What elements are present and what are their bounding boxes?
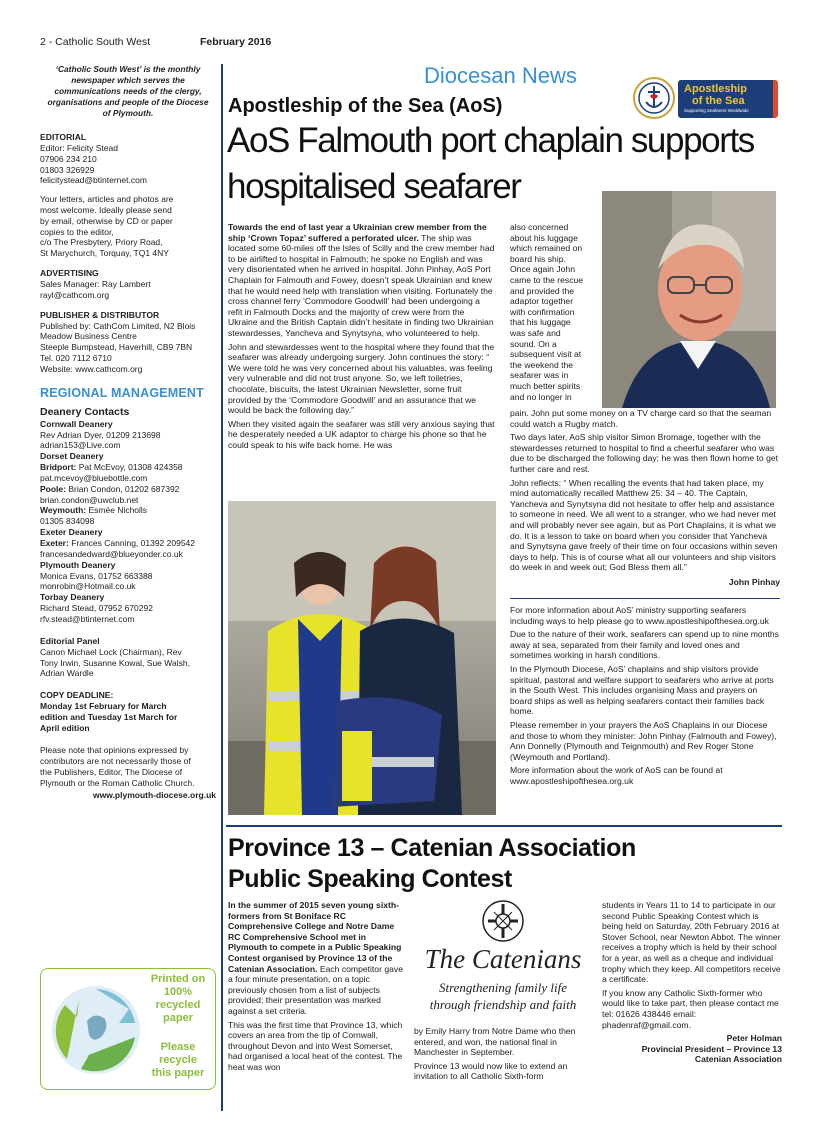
aos-narrow-line: board his ship. — [510, 253, 566, 264]
catenian-column-1 — [228, 900, 406, 1073]
catenian-paragraph: If you know any Catholic Sixth-former who would like to take part, then please contact me tel: 01626 438446 email: phadenraf@gmail.com. — [602, 987, 779, 1030]
aos-narrow-line: that his luggage — [510, 317, 571, 328]
catenian-paragraph — [228, 900, 406, 1017]
recycle-top-text — [141, 973, 215, 1025]
signature-name: Peter Holman — [726, 1033, 782, 1044]
catenians-logo — [414, 898, 592, 1020]
sidebar-intro: ‘Catholic South West’ is the monthly newspaper which serves the communications needs of the clergy, organisations and people of the Diocese of Plymouth. — [47, 64, 209, 118]
aos-paragraph: John reflects: “ When recalling the events that had taken place, my mind automatically recalled Matthew 25: 34 – 40. The Captain, Yancheva and Synytsyna did not hesitate to offer help and assistance to someone in need. We all went to a stranger, who we had never met and will probably never see again, but as Port Chaplains, it is what we do. It is a lesson to take on board when you consider that Yancheva and Synytsyna gave freely of their time on four occasions within seven days to help. This is of course what all our volunteers and ship visitors do week in and week out; God Bless them all.” — [510, 477, 778, 573]
diocese-website-link[interactable]: www.plymouth-diocese.org.uk — [93, 789, 216, 800]
catenians-title: The Catenians — [424, 944, 582, 974]
aos-narrow-line: the weekend the — [510, 359, 574, 370]
plymouth-deanery-heading: Plymouth Deanery — [40, 559, 116, 570]
signature-title: Provincial President – Province 13 — [641, 1043, 782, 1054]
recycle-badge — [40, 968, 216, 1090]
dorset-deanery-heading: Dorset Deanery — [40, 451, 104, 462]
publisher-line: Published by: CathCom Limited, N2 Blois — [40, 320, 196, 331]
advertising-heading: ADVERTISING — [40, 267, 99, 278]
aos-paragraph: pain. John put some money on a TV charge card so that the seaman could watch a Rugby match. — [510, 408, 772, 429]
deadline-line: edition and Tuesday 1st March for — [40, 711, 178, 722]
panel-line: Tony Irwin, Susanne Kowal, Sue Walsh, — [40, 657, 190, 668]
editor-email: felicitystead@btinternet.com — [40, 175, 147, 186]
catenian-headline-line1: Province 13 – Catenian Association — [228, 834, 636, 862]
aos-paragraph: More information about the work of AoS can be found at www.apostleshipofthesea.org.uk — [510, 765, 723, 786]
recycle-text-line: Please — [160, 1041, 196, 1053]
section-title: Diocesan News — [424, 63, 577, 88]
plymouth-email: monrobin@Hotmail.co.uk — [40, 581, 136, 592]
editorial-line: 07906 234 210 — [40, 153, 97, 164]
advertising-line: Sales Manager: Ray Lambert — [40, 278, 151, 289]
aos-paragraph — [228, 222, 496, 339]
aos-lead: Towards the end of last year a Ukrainian crew member from the ship ‘Crown Topaz’ suffered a perforated ulcer. — [228, 222, 487, 243]
chaplain-photo-illustration — [602, 191, 776, 408]
aos-narrow-line: subsequent visit at — [510, 349, 582, 360]
recycle-text-line: this paper — [151, 1067, 205, 1079]
aos-narrow-line: came to the rescue — [510, 274, 584, 285]
torbay-contact: Richard Stead, 07952 670292 — [40, 603, 153, 614]
disclaimer-line: Plymouth or the Roman Catholic Church. — [40, 777, 195, 788]
recycle-bottom-text — [141, 1041, 215, 1080]
poole-label: Poole: — [40, 483, 66, 494]
disclaimer-line: the Publishers, Editor, The Diocese of — [40, 767, 183, 778]
deadline-line: Monday 1st February for March — [40, 701, 167, 712]
header-publication: 2 - Catholic South West — [40, 36, 151, 48]
aos-logo-tagline: Supporting Seafarers Worldwide — [684, 108, 749, 113]
stewardesses-photo-illustration — [228, 501, 496, 815]
disclaimer-line: contributors are not necessarily those of — [40, 756, 191, 767]
aos-narrow-line: was safe and — [510, 327, 561, 338]
aos-narrow-line: about his luggage — [510, 232, 578, 243]
aos-narrow-line: and no longer in — [510, 391, 572, 402]
letters-line: St Marychurch, Torquay, TQ1 4NY — [40, 248, 169, 259]
letters-line: Your letters, articles and photos are — [40, 194, 174, 205]
panel-line: Canon Michael Lock (Chairman), Rev — [40, 646, 182, 657]
catenian-paragraph: This was the first time that Province 13, which covers an area from the tip of Cornwall, throughout Devon and into West Somerset, had organised a local heat of the contest. The heat was won — [228, 1019, 403, 1072]
aos-narrow-line: which remained on — [510, 243, 583, 254]
masthead-sidebar — [40, 64, 216, 800]
poole-value: Brian Condon, 01202 687392 — [65, 483, 180, 494]
aos-logo-line1: Apostleship — [684, 83, 747, 95]
letters-line: c/o The Presbytery, Priory Road, — [40, 237, 163, 248]
publisher-heading: PUBLISHER & DISTRIBUTOR — [40, 309, 160, 320]
catenian-crest-icon — [480, 898, 526, 944]
aos-column-2 — [510, 408, 780, 787]
plymouth-contact: Monica Evans, 01752 663388 — [40, 570, 153, 581]
page-header — [40, 36, 600, 50]
stewardesses-photo — [228, 501, 496, 815]
publisher-line: Steeple Bumpstead, Haverhill, CB9 7BN — [40, 342, 193, 353]
aos-narrow-line: adaptor together — [510, 296, 574, 307]
recycle-text-line: recycle — [159, 1054, 197, 1066]
disclaimer-line: Please note that opinions expressed by — [40, 745, 189, 756]
aos-logo-panel — [678, 80, 778, 118]
catenian-column-3 — [602, 900, 782, 1065]
catenian-paragraph: Province 13 would now like to extend an invitation to all Catholic Sixth-form — [414, 1060, 568, 1082]
cornwall-contact: Rev Adrian Dyer, 01209 213698 — [40, 429, 161, 440]
cornwall-email: adrian153@Live.com — [40, 440, 121, 451]
aos-narrow-line: Once again John — [510, 264, 575, 275]
aos-paragraph: Two days later, AoS ship visitor Simon Bromage, together with the stewardesses returned to hospital to find a cheerful seafarer who was due to be discharged the following day; he was then flown home to get further care and rest. — [510, 432, 779, 474]
catenian-body: Each competitor gave a four minute presentation, on a topic previously chosen from a list of subjects provided; their presentation was marked against a set criteria. — [228, 963, 403, 1016]
recycle-text-line: recycled — [155, 999, 201, 1011]
bridport-value: Pat McEvoy, 01308 424358 — [76, 462, 183, 473]
weymouth-value: Esmée Nicholls — [86, 505, 148, 516]
exeter-contact — [40, 538, 216, 549]
editorial-panel-heading: Editorial Panel — [40, 635, 100, 646]
catenian-column-2 — [414, 1026, 594, 1082]
header-date: February 2016 — [200, 36, 272, 48]
torbay-deanery-heading: Torbay Deanery — [40, 592, 105, 603]
poole-contact — [40, 484, 216, 495]
aos-logo-line2: of the Sea — [692, 95, 745, 107]
aos-body: The ship was located some 60-miles off the Isles of Scilly and the crew member had to be airlifted to hospital in Falmouth; he spoke no English and was very disorientated when he arrived in hospital. John Pinhay, AoS Port Chaplain for Falmouth and Fowey, doesn’t speak Ukrainian and knew that he would need help with translation when visiting. Fortunately the cross channel ferry ‘Commodore Goodwill’ had been undergoing a refit in Falmouth Docks and the majority of crew were from the Ukraine and the British Captain didn’t hesitate in finding two Ukrainian stewardesses, Yancheva and Synytsyna, who volunteered to help. — [228, 232, 495, 338]
recycle-globe-icon — [47, 981, 145, 1079]
catenian-paragraph: by Emily Harry from Notre Dame who then entered, and won, the national final in Manchester in September. — [414, 1026, 576, 1058]
aos-headline-line1: AoS Falmouth port chaplain supports — [227, 121, 754, 160]
recycle-text-line: 100% — [163, 986, 193, 998]
deadline-heading: COPY DEADLINE: — [40, 690, 114, 701]
bridport-email: pat.mcevoy@bluebottle.com — [40, 472, 148, 483]
catenian-lead: In the summer of 2015 seven young sixth-formers from St Boniface RC Comprehensive College and Notre Dame RC Comprehensive School met in Plymouth to compete in a Public Speaking Contest organised by Province 13 of the Catenian Association. — [228, 900, 402, 974]
aos-paragraph: Due to the nature of their work, seafarers can spend up to nine months away at sea, separated from their family and loved ones and sometimes working in harsh conditions. — [510, 629, 779, 661]
signature-org: Catenian Association — [694, 1054, 782, 1065]
weymouth-label: Weymouth: — [40, 505, 87, 516]
letters-line: by email, otherwise by CD or paper — [40, 215, 173, 226]
aos-info-divider — [510, 598, 780, 600]
aos-paragraph: When they visited again the seafarer was still very anxious saying that he desperately needed a UK adaptor to charge his phone so that he could speak to his wife back home. He was — [228, 418, 495, 450]
aos-column-1 — [228, 222, 496, 450]
regional-heading: REGIONAL MANAGEMENT — [40, 385, 204, 400]
aos-narrow-line: also concerned — [510, 222, 569, 232]
publisher-website: Website: www.cathcom.org — [40, 363, 143, 374]
deadline-line: April edition — [40, 722, 90, 733]
anchor-emblem-icon — [632, 76, 676, 120]
aos-column-2-narrow — [510, 222, 600, 402]
chaplain-photo — [602, 191, 776, 408]
editorial-heading: EDITORIAL — [40, 132, 87, 142]
publisher-line: Tel. 020 7112 6710 — [40, 352, 112, 363]
aos-headline-line2: hospitalised seafarer — [227, 167, 521, 206]
exeter-value: Frances Canning, 01392 209542 — [68, 537, 196, 548]
column-divider — [221, 64, 223, 1111]
letters-line: most welcome. Ideally please send — [40, 204, 172, 215]
aos-narrow-line: much better spirits — [510, 380, 581, 391]
deanery-heading: Deanery Contacts — [40, 405, 130, 418]
aos-narrow-line: seafarer was in — [510, 370, 569, 381]
cornwall-deanery-heading: Cornwall Deanery — [40, 418, 113, 429]
bridport-label: Bridport: — [40, 462, 77, 473]
letters-line: copies to the editor, — [40, 226, 114, 237]
aos-paragraph: Please remember in your prayers the AoS Chaplains in our Diocese and those to whom they minister: John Pinhay (Falmouth and Fowey), Ann Donnelly (Plymouth and Teignmouth) and Rev Roger Stone (Weymouth and Portland). — [510, 719, 777, 762]
aos-narrow-line: and provided the — [510, 285, 575, 296]
exeter-label: Exeter: — [40, 537, 69, 548]
poole-email: brian.condon@uwclub.net — [40, 494, 139, 505]
aos-narrow-line: sound. On a — [510, 338, 557, 349]
aos-kicker: Apostleship of the Sea (AoS) — [228, 95, 503, 117]
editorial-line: Editor: Felicity Stead — [40, 143, 118, 153]
panel-line: Adrian Wardle — [40, 668, 94, 679]
advertising-email: rayl@cathcom.org — [40, 289, 110, 300]
bridport-contact — [40, 462, 216, 473]
weymouth-contact — [40, 505, 216, 516]
exeter-email: francesandedward@blueyonder.co.uk — [40, 548, 183, 559]
aos-logo — [632, 76, 778, 120]
article-divider — [226, 825, 782, 827]
catenians-tagline-line1: Strengthening family life — [438, 980, 568, 995]
editorial-line: 01803 326929 — [40, 164, 95, 175]
aos-byline: John Pinhay — [728, 576, 780, 587]
aos-narrow-line: with confirmation — [510, 306, 575, 317]
aos-paragraph: In the Plymouth Diocese, AoS’ chaplains and ship visitors provide spiritual, pastoral and welfare support to seafarers who arrive at ports in the South West. This includes organising Mass and prayers on board ships as well as helping seafarers contact their families back home. — [510, 663, 774, 717]
torbay-email: rfv.stead@btinternet.com — [40, 613, 135, 624]
catenian-paragraph: students in Years 11 to 14 to participate in our second Public Speaking Contest which is being held on Saturday, 20th February 2016 at Stover School, near Newton Abbot. The winner receives a trophy which is held by their school for a year, as well as a cheque and individual trophy which they keep. All competitors receive a certificate. — [602, 900, 781, 985]
catenian-headline — [228, 833, 784, 895]
recycle-text-line: paper — [163, 1012, 193, 1024]
recycle-text-line: Printed on — [150, 973, 206, 985]
aos-paragraph: For more information about AoS’ ministry supporting seafarers including ways to help please go to www.apostleshipofthesea.org.uk — [510, 605, 769, 626]
aos-paragraph: John and stewardesses went to the hospital where they found that the seafarer was already undergoing surgery. John continues the story: “ We were told he was very concerned about his valuables, was feeling very vulnerable and did not trust anyone. So, we left toiletries, chocolate, biscuits, the latest Ukrainian Newsletter, some fruit provided by the ‘Commodore Goodwill’ and an assurance that we would be back the following day.” — [228, 341, 495, 416]
exeter-deanery-heading: Exeter Deanery — [40, 526, 103, 537]
catenians-tagline-line2: through friendship and faith — [429, 997, 577, 1012]
weymouth-phone: 01305 834098 — [40, 516, 95, 527]
catenian-headline-line2: Public Speaking Contest — [228, 865, 512, 893]
publisher-line: Meadow Business Centre — [40, 331, 137, 342]
